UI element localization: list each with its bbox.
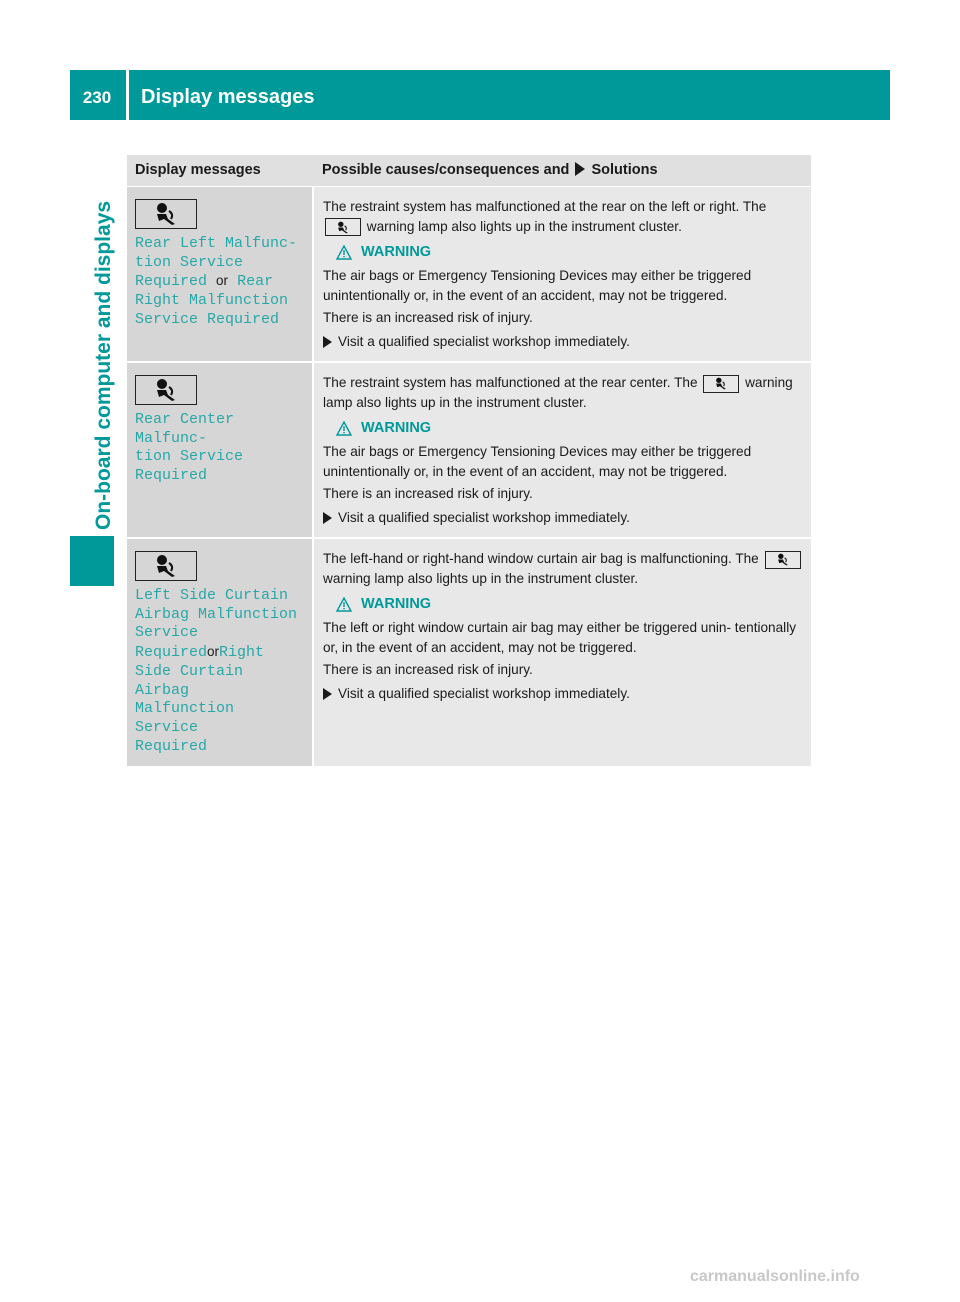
message-part: Rear [237, 273, 274, 291]
action-item [323, 332, 803, 352]
cause-part: The left-hand or right-hand window curtain air bag is malfunctioning. The [323, 551, 759, 566]
message-line [135, 272, 304, 292]
action-text: Visit a qualified specialist workshop immediately. [338, 685, 630, 701]
airbag-warning-icon [135, 375, 197, 405]
message-line: tion Service [135, 448, 244, 466]
table-row [127, 362, 811, 538]
message-line: tion Service [135, 253, 244, 271]
cause-part: The restraint system has malfunctioned at the rear on the left or right. The [323, 199, 767, 214]
page-number: 230 [82, 88, 112, 107]
table-row [127, 187, 811, 363]
col-header-display-messages: Display messages [127, 155, 313, 187]
message-part: Required [135, 644, 208, 662]
warning-label: WARNING [361, 244, 432, 260]
message-line: Airbag Malfunction [135, 605, 298, 623]
solution-arrow-icon [575, 162, 585, 176]
message-cell [127, 362, 313, 538]
header-divider [126, 70, 129, 120]
warning-triangle-icon [336, 597, 352, 612]
or-text: or [207, 644, 220, 660]
message-line: Rear Center Malfunc‐ [135, 411, 235, 447]
message-line [135, 643, 304, 663]
warning-heading [336, 244, 803, 260]
cause-part: warning lamp also lights up in the instrument cluster. [366, 218, 682, 234]
col-header-solutions-text: Solutions [591, 162, 658, 178]
section-side-marker [70, 536, 114, 586]
watermark: carmanualsonline.info [690, 1268, 860, 1285]
page-title: Display messages [141, 86, 315, 108]
airbag-warning-icon [135, 199, 197, 229]
cause-part: The restraint system has malfunctioned at the rear center. The [323, 375, 698, 390]
airbag-warning-icon [765, 551, 801, 569]
causes-cell [313, 538, 811, 767]
message-line: Right Malfunction [135, 292, 289, 310]
action-item [323, 508, 803, 528]
table-row [127, 538, 811, 767]
action-item [323, 684, 803, 704]
warning-text: The air bags or Emergency Tensioning Devices may either be triggered unintentionally or, in the event of an accident, may not be triggered. [323, 444, 752, 479]
message-part: Right [219, 644, 265, 662]
display-message-text [135, 235, 304, 330]
message-line: Service [135, 624, 199, 642]
display-messages-table [127, 155, 811, 768]
action-text: Visit a qualified specialist workshop immediately. [338, 509, 630, 525]
warning-triangle-icon [336, 245, 352, 260]
or-text: or [216, 273, 229, 289]
cause-text [323, 373, 803, 412]
warning-triangle-icon [336, 421, 352, 436]
warning-label: WARNING [361, 420, 432, 436]
causes-cell [313, 362, 811, 538]
message-line: Required [135, 467, 208, 485]
warning-heading [336, 596, 803, 612]
cause-part: warning lamp also lights up in the instrument cluster. [323, 570, 639, 586]
warning-heading [336, 420, 803, 436]
risk-text: There is an increased risk of injury. [323, 662, 533, 677]
action-arrow-icon [323, 512, 332, 524]
causes-cell [313, 187, 811, 363]
message-line: Left Side Curtain [135, 587, 289, 604]
action-arrow-icon [323, 336, 332, 348]
action-text: Visit a qualified specialist workshop immediately. [338, 333, 630, 349]
message-cell [127, 187, 313, 363]
message-line: Malfunction Service [135, 700, 235, 736]
risk-text: There is an increased risk of injury. [323, 486, 533, 501]
cause-text [323, 197, 803, 236]
warning-text: The air bags or Emergency Tensioning Devices may either be triggered unintentionally or, in the event of an accident, may not be triggered. [323, 268, 752, 303]
warning-text: The left or right window curtain air bag may either be triggered unin- tentionally or, in the event of an accident, may not be triggered. [323, 620, 797, 655]
risk-text: There is an increased risk of injury. [323, 310, 533, 325]
col-header-causes-text: Possible causes/consequences and [322, 162, 570, 178]
warning-label: WARNING [361, 596, 432, 612]
cause-part: warning lamp also lights up in the instrument cluster. [323, 375, 793, 410]
display-message-text [135, 411, 304, 486]
action-arrow-icon [323, 688, 332, 700]
airbag-warning-icon [325, 218, 361, 236]
message-cell [127, 538, 313, 767]
airbag-warning-icon [703, 375, 739, 393]
message-line: Rear Left Malfunc‐ [135, 235, 298, 252]
message-part: Required [135, 273, 208, 291]
message-line: Required [135, 737, 208, 755]
col-header-causes [313, 155, 811, 187]
cause-text [323, 549, 803, 588]
message-line: Service Required [135, 310, 280, 328]
airbag-warning-icon [135, 551, 197, 581]
message-line: Side Curtain Airbag [135, 662, 244, 699]
section-side-label: On-board computer and displays [92, 200, 115, 530]
display-message-text [135, 587, 304, 756]
